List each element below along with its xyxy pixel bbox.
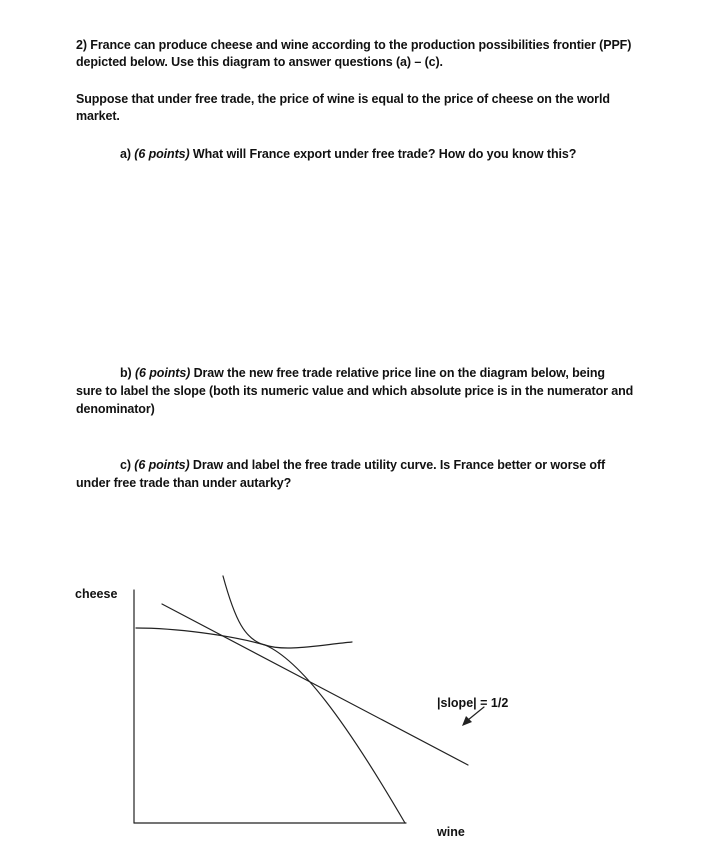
part-a-points: (6 points): [134, 147, 190, 161]
part-b-line3: denominator): [76, 402, 155, 416]
part-c-points: (6 points): [134, 458, 190, 472]
ppf-curve: [136, 628, 405, 823]
part-b-text-line1: Draw the new free trade relative price line on the diagram below, being: [190, 366, 605, 380]
question-context-line2: market.: [76, 109, 120, 123]
price-line: [162, 604, 468, 765]
part-b-points: (6 points): [134, 366, 191, 380]
y-axis-label: cheese: [75, 587, 118, 601]
part-b-prefix: b): [120, 366, 135, 380]
utility-curve: [223, 576, 352, 648]
question-intro-line1: 2) France can produce cheese and wine according to the production possibilities frontier (PPF): [76, 38, 632, 52]
part-b-line2: sure to label the slope (both its numeric value and which absolute price is in the numerator and: [76, 384, 634, 398]
slope-annotation: |slope| = 1/2: [437, 696, 509, 710]
part-c-prefix: c): [120, 458, 135, 472]
part-c-text-line1: Draw and label the free trade utility curve. Is France better or worse off: [189, 458, 606, 472]
x-axis-label: wine: [437, 825, 465, 839]
part-a-prefix: a): [120, 147, 135, 161]
question-intro-line2: depicted below. Use this diagram to answer questions (a) – (c).: [76, 55, 443, 69]
part-c-line2: under free trade than under autarky?: [76, 476, 292, 490]
question-context-line1: Suppose that under free trade, the price of wine is equal to the price of cheese on the world: [76, 92, 610, 106]
part-a-text: What will France export under free trade? How do you know this?: [189, 147, 577, 161]
